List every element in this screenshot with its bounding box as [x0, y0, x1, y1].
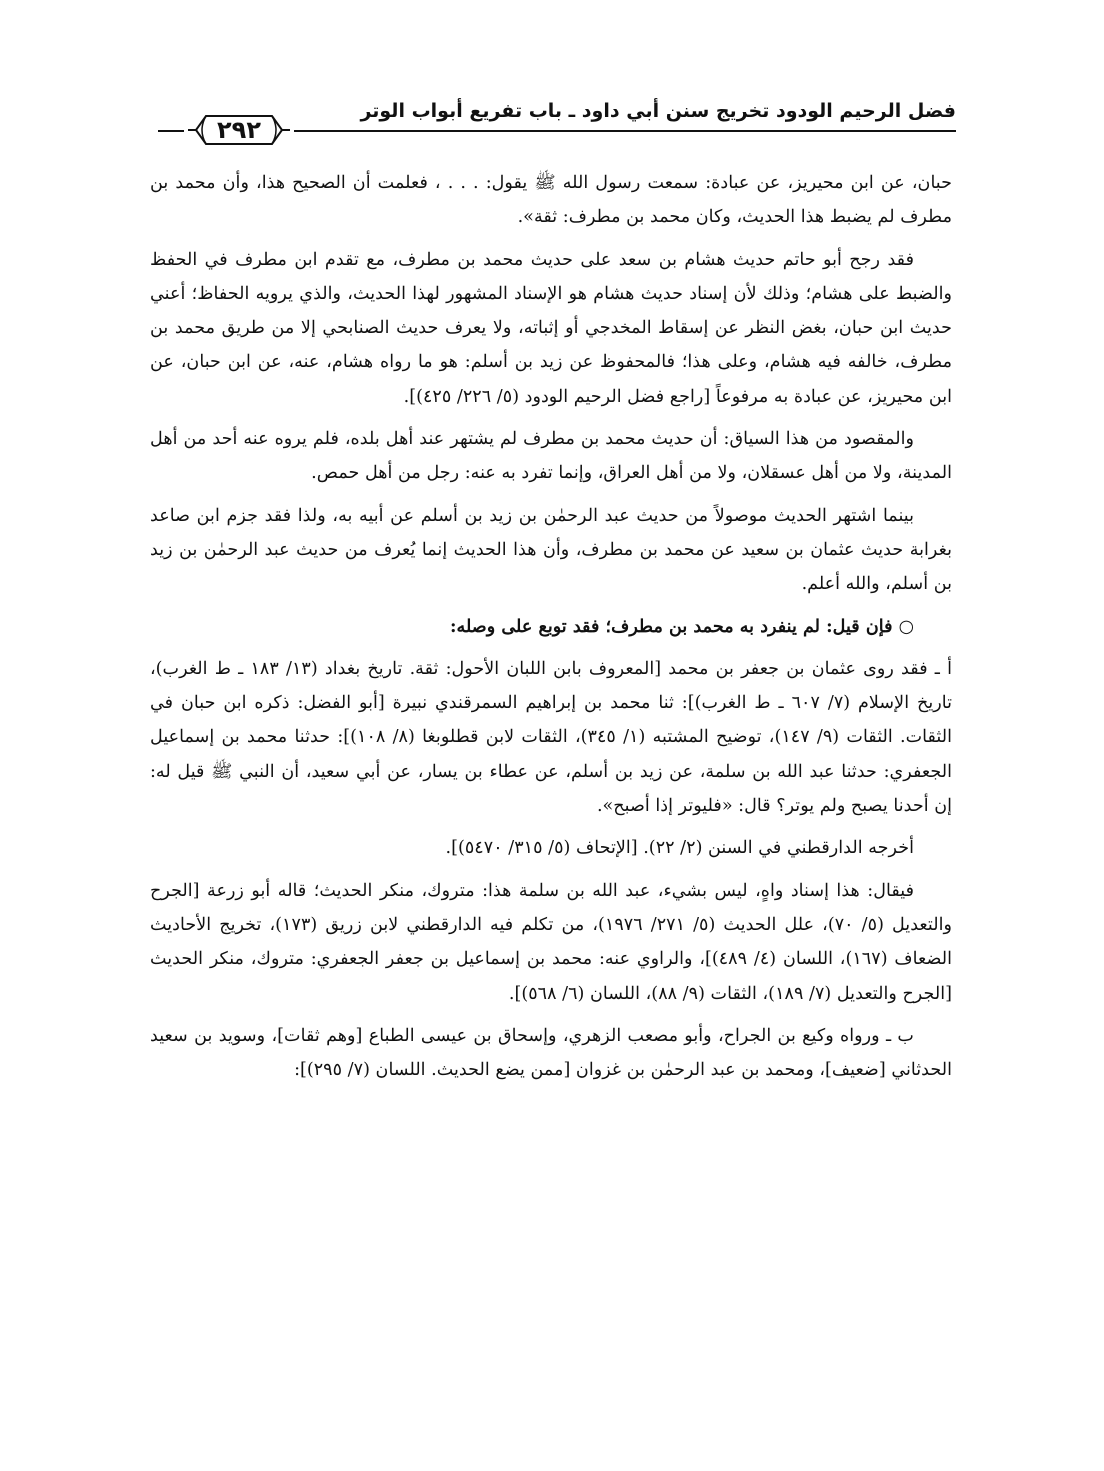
paragraph: حبان، عن ابن محيريز، عن عبادة: سمعت رسول الله ﷺ يقول: . . . ، فعلمت أن الصحيح هذا، وأن محمد بن مطرف لم يضبط هذا الحديث، وكان محمد بن مطرف: ثقة».	[150, 173, 952, 228]
paragraph: والمقصود من هذا السياق: أن حديث محمد بن مطرف لم يشتهر عند أهل بلده، فلم يروه عنه أحد من أهل المدينة، ولا من أهل عسقلان، ولا من أهل العراق، وإنما تفرد به عنه: رجل من أهل حمص.	[150, 429, 952, 484]
paragraph: بينما اشتهر الحديث موصولاً من حديث عبد الرحمٰن بن زيد بن أسلم عن أبيه به، ولذا فقد جزم ابن صاعد بغرابة حديث عثمان بن سعيد عن محمد بن مطرف، وأن هذا الحديث إنما يُعرف من حديث عبد الرحمٰن بن زيد بن أسلم، والله أعلم.	[150, 505, 952, 595]
page-number-badge	[184, 108, 294, 152]
page-header	[158, 96, 956, 144]
page-body	[150, 166, 952, 1095]
paragraph: فقد رجح أبو حاتم حديث هشام بن سعد على حديث محمد بن مطرف، مع تقدم ابن مطرف في الحفظ والضبط على هشام؛ وذلك لأن إسناد حديث هشام هو الإسناد المشهور لهذا الحديث، والذي يرويه الحفاظ؛ أعني حديث ابن حبان، بغض النظر عن إسقاط المخدجي أو إثباته، ولا يعرف حديث الصنابحي إلا من طريق محمد بن مطرف، خالفه فيه هشام، وعلى هذا؛ فالمحفوظ عن زيد بن أسلم: هو ما رواه هشام، عنه، عن ابن حبان، عن ابن محيريز، عن عبادة به مرفوعاً [راجع فضل الرحيم الودود (٥/ ٢٢٦/ ٤٢٥)].	[150, 249, 952, 407]
paragraph: أ ـ فقد روى عثمان بن جعفر بن محمد [المعروف بابن اللبان الأحول: ثقة. تاريخ بغداد (١٣/ ١٨٣ ـ ط الغرب)، تاريخ الإسلام (٧/ ٦٠٧ ـ ط الغرب)]: ثنا محمد بن إبراهيم السمرقندي نبيرة [أبو الفضل: ذكره ابن حبان في الثقات. الثقات (٩/ ١٤٧)، توضيح المشتبه (١/ ٣٤٥)، الثقات لابن قطلوبغا (٨/ ١٠٨)]: حدثنا محمد بن إسماعيل الجعفري: حدثنا عبد الله بن سلمة، عن زيد بن أسلم، عن عطاء بن يسار، عن أبي سعيد، أن النبي ﷺ قيل له: إن أحدنا يصبح ولم يوتر؟ قال: «فليوتر إذا أصبح».	[150, 658, 952, 817]
paragraph-objection: ○ فإن قيل: لم ينفرد به محمد بن مطرف؛ فقد توبع على وصله:	[450, 615, 914, 637]
paragraph: ب ـ ورواه وكيع بن الجراح، وأبو مصعب الزهري، وإسحاق بن عيسى الطباع [وهم ثقات]، وسويد بن سعيد الحدثاني [ضعيف]، ومحمد بن عبد الرحمٰن بن غزوان [ممن يضع الحديث. اللسان (٧/ ٢٩٥)]:	[150, 1025, 952, 1081]
paragraph: فيقال: هذا إسناد واهٍ، ليس بشيء، عبد الله بن سلمة هذا: متروك، منكر الحديث؛ قاله أبو زرعة [الجرح والتعديل (٥/ ٧٠)، علل الحديث (٥/ ٢٧١/ ١٩٧٦)، من تكلم فيه الدارقطني لابن زريق (١٧٣)، تخريج الأحاديث الضعاف (١٦٧)، اللسان (٤/ ٤٨٩)]، والراوي عنه: محمد بن إسماعيل بن جعفر الجعفري: متروك، منكر الحديث [الجرح والتعديل (٧/ ١٨٩)، الثقات (٩/ ٨٨)، اللسان (٦/ ٥٦٨)].	[150, 880, 952, 1004]
paragraph: أخرجه الدارقطني في السنن (٢/ ٢٢). [الإتحاف (٥/ ٣١٥/ ٥٤٧٠)].	[445, 838, 914, 859]
page-number: ٢٩٢	[217, 116, 261, 144]
running-title: فضل الرحيم الودود تخريج سنن أبي داود ـ باب تفريع أبواب الوتر	[360, 100, 956, 122]
